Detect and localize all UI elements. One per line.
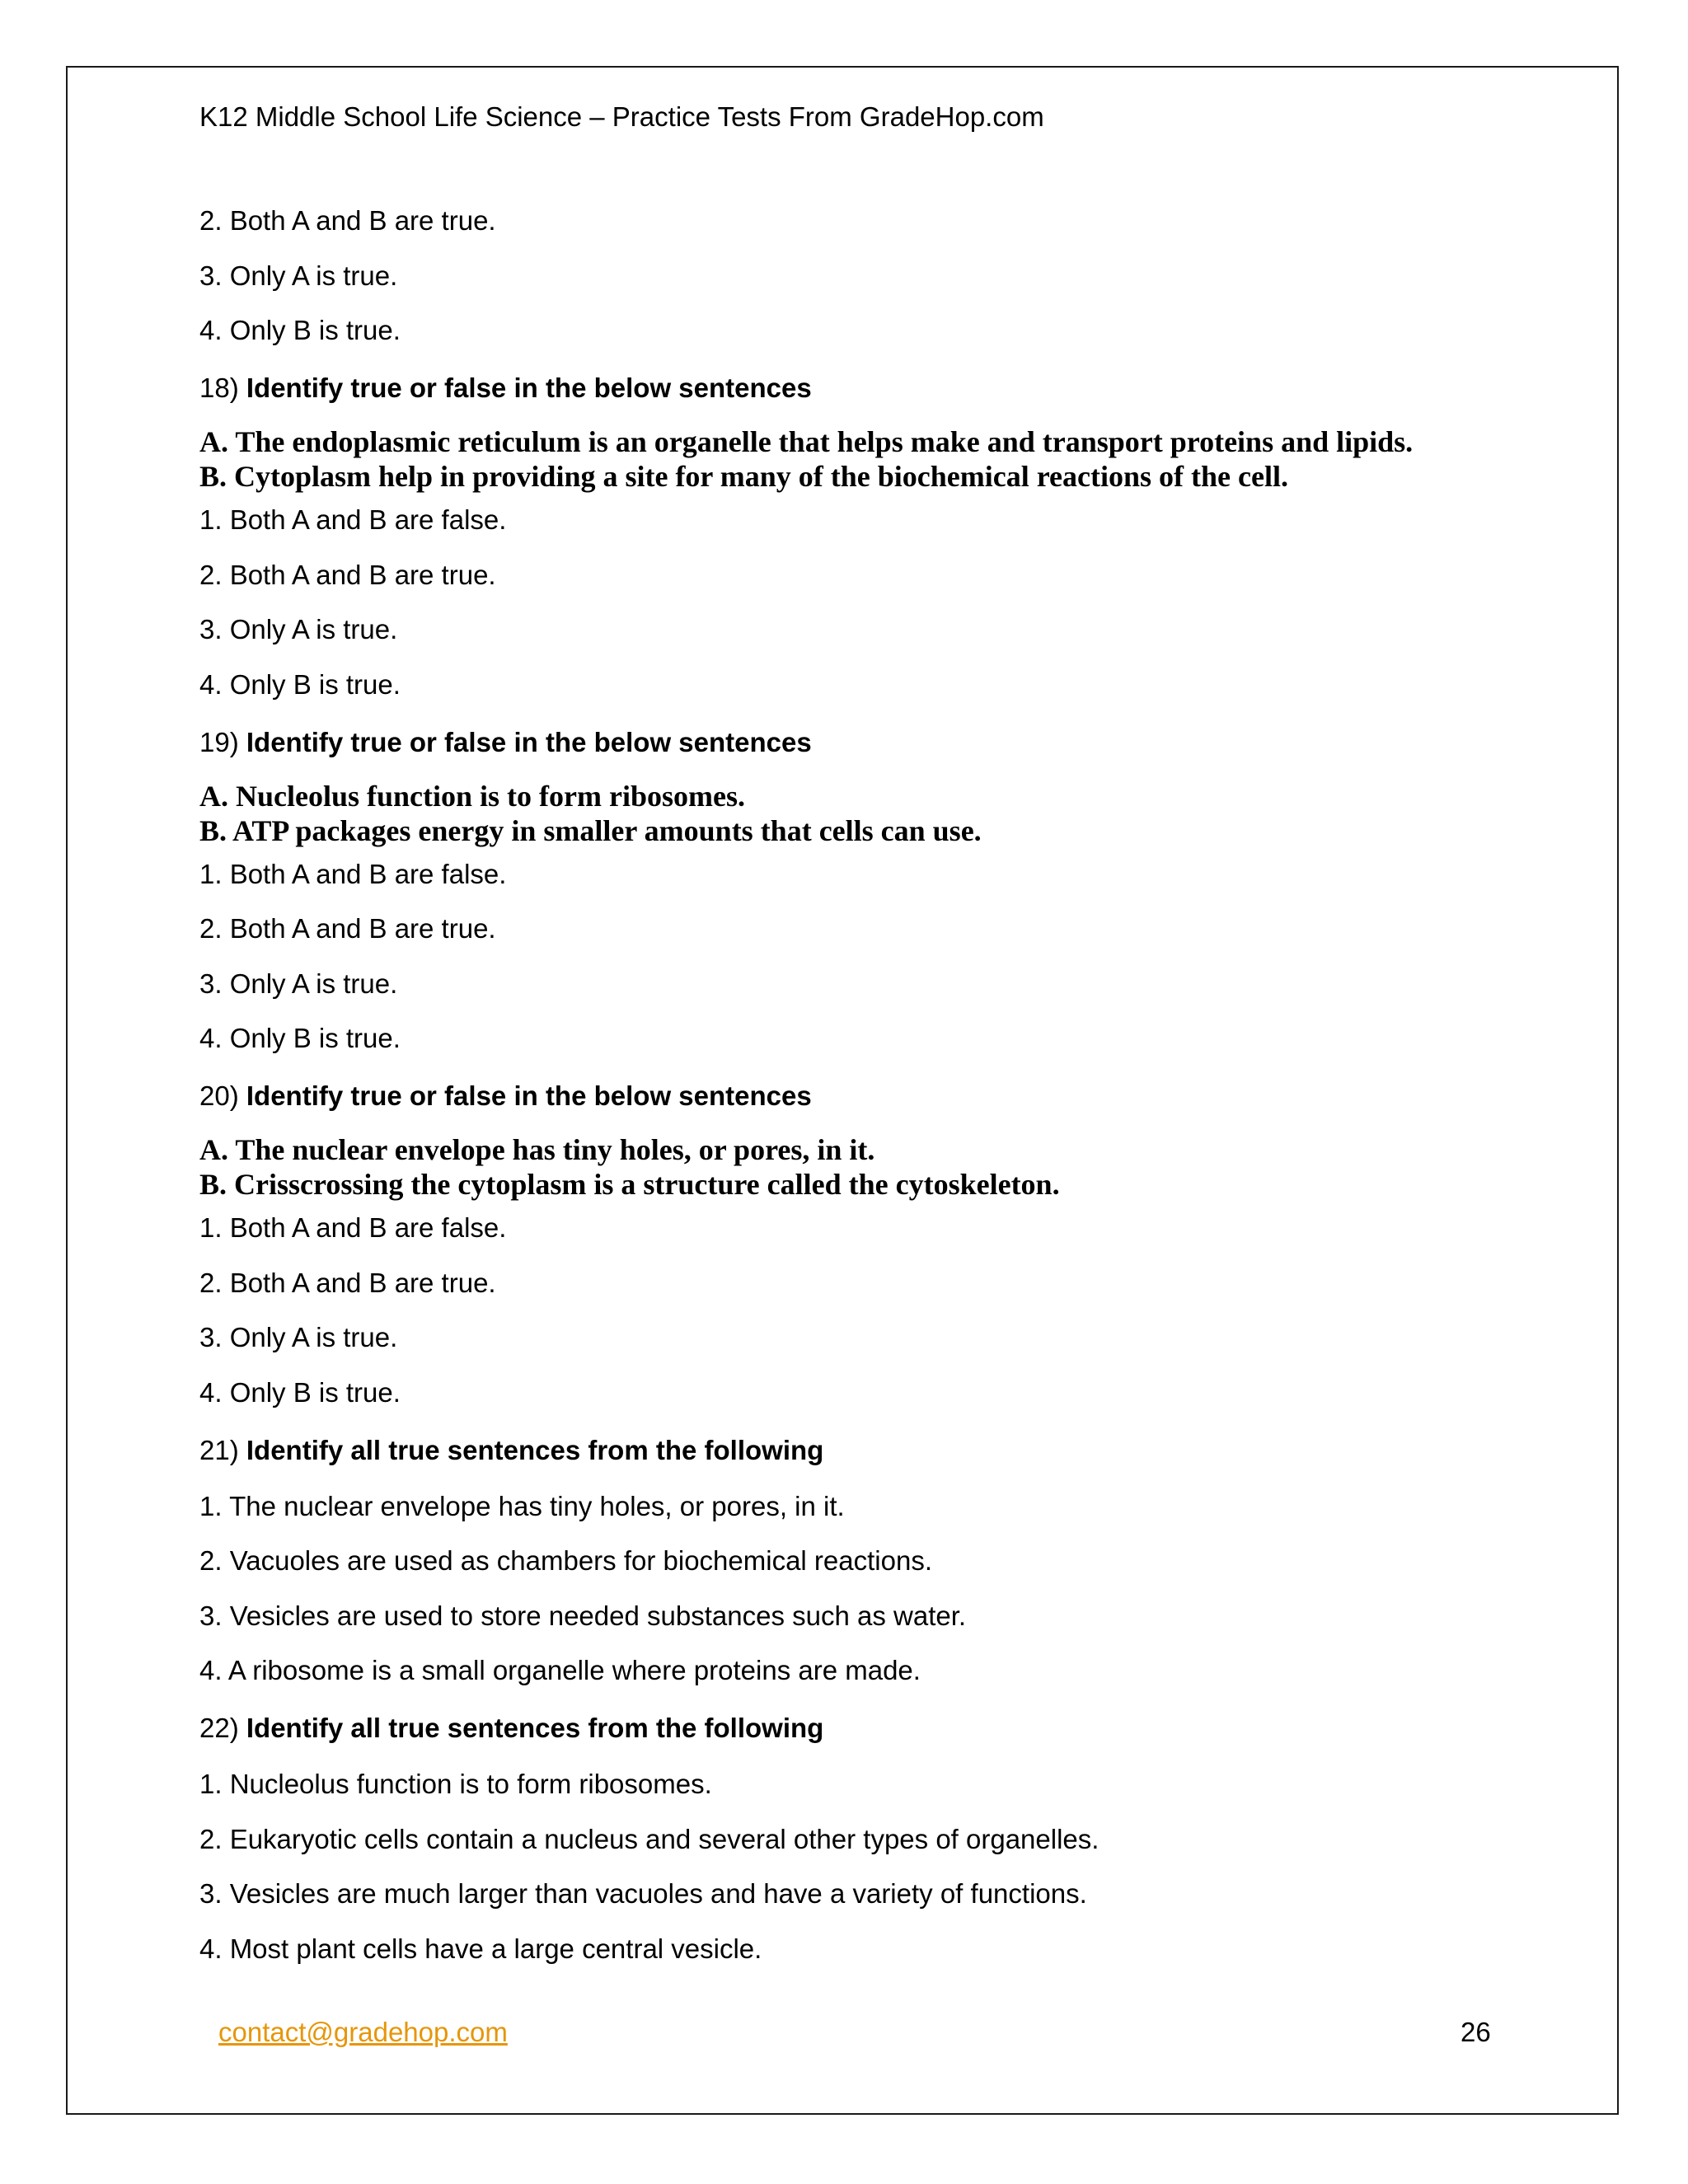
question-heading <box>199 1076 1551 1116</box>
option-item: 4. A ribosome is a small organelle where proteins are made. <box>199 1655 921 1685</box>
question-number: 22) <box>199 1713 239 1743</box>
option-item: 1. Nucleolus function is to form ribosomes. <box>199 1769 712 1799</box>
question-22 <box>199 1708 1551 1969</box>
option-item: 1. Both A and B are false. <box>199 1212 507 1243</box>
question-number: 18) <box>199 373 239 403</box>
question-prompt: Identify true or false in the below sentences <box>246 726 812 757</box>
question-prompt: Identify true or false in the below sentences <box>246 373 812 403</box>
statement-a: A. The nuclear envelope has tiny holes, or pores, in it. <box>199 1133 875 1166</box>
option-item: 2. Vacuoles are used as chambers for biochemical reactions. <box>199 1545 933 1576</box>
option-item: 2. Both A and B are true. <box>199 205 496 236</box>
statement-b: B. Cytoplasm help in providing a site for many of the biochemical reactions of the cell. <box>199 460 1288 493</box>
statement-a: A. The endoplasmic reticulum is an organelle that helps make and transport proteins and lipids. <box>199 425 1414 458</box>
option-item: 2. Eukaryotic cells contain a nucleus and several other types of organelles. <box>199 1823 1100 1854</box>
question-heading <box>199 1431 1551 1470</box>
question-18 <box>199 368 1551 705</box>
question-number: 19) <box>199 726 239 757</box>
page-content <box>199 201 1551 1987</box>
contact-email-link[interactable]: contact@gradehop.com <box>218 2017 508 2047</box>
option-item: 4. Only B is true. <box>199 315 401 345</box>
page-header: K12 Middle School Life Science – Practice Tests From GradeHop.com <box>199 101 1044 132</box>
question-prompt: Identify true or false in the below sentences <box>246 1080 812 1111</box>
question-heading <box>199 1708 1551 1748</box>
option-item: 1. The nuclear envelope has tiny holes, or pores, in it. <box>199 1490 845 1521</box>
question-heading <box>199 723 1551 762</box>
option-item: 2. Both A and B are true. <box>199 1267 496 1298</box>
question-number: 20) <box>199 1080 239 1111</box>
option-item: 3. Only A is true. <box>199 614 398 644</box>
statement-block <box>199 424 1551 494</box>
option-item: 4. Only B is true. <box>199 1023 401 1053</box>
option-item: 3. Only A is true. <box>199 968 398 999</box>
statement-block <box>199 779 1551 848</box>
option-item: 4. Only B is true. <box>199 1376 401 1408</box>
question-19 <box>199 723 1551 1059</box>
question-prompt: Identify all true sentences from the following <box>246 1713 824 1743</box>
page-number: 26 <box>1461 2017 1491 2047</box>
continued-options <box>199 201 1551 350</box>
option-item: 3. Vesicles are much larger than vacuoles and have a variety of functions. <box>199 1878 1087 1909</box>
question-prompt: Identify all true sentences from the following <box>246 1434 824 1465</box>
option-item: 1. Both A and B are false. <box>199 504 507 535</box>
question-21 <box>199 1431 1551 1691</box>
statement-b: B. Crisscrossing the cytoplasm is a structure called the cytoskeleton. <box>199 1168 1060 1201</box>
statement-a: A. Nucleolus function is to form ribosomes. <box>199 779 745 813</box>
question-heading <box>199 368 1551 408</box>
option-item: 1. Both A and B are false. <box>199 858 507 889</box>
option-item: 2. Both A and B are true. <box>199 559 496 590</box>
option-item: 3. Only A is true. <box>199 1322 398 1352</box>
option-item: 2. Both A and B are true. <box>199 913 496 944</box>
option-item: 3. Only A is true. <box>199 260 398 291</box>
question-20 <box>199 1076 1551 1413</box>
question-number: 21) <box>199 1434 239 1465</box>
statement-b: B. ATP packages energy in smaller amounts that cells can use. <box>199 813 982 847</box>
statement-block <box>199 1132 1551 1202</box>
option-item: 4. Only B is true. <box>199 668 401 700</box>
option-item: 4. Most plant cells have a large central vesicle. <box>199 1933 762 1964</box>
option-item: 3. Vesicles are used to store needed substances such as water. <box>199 1600 967 1631</box>
